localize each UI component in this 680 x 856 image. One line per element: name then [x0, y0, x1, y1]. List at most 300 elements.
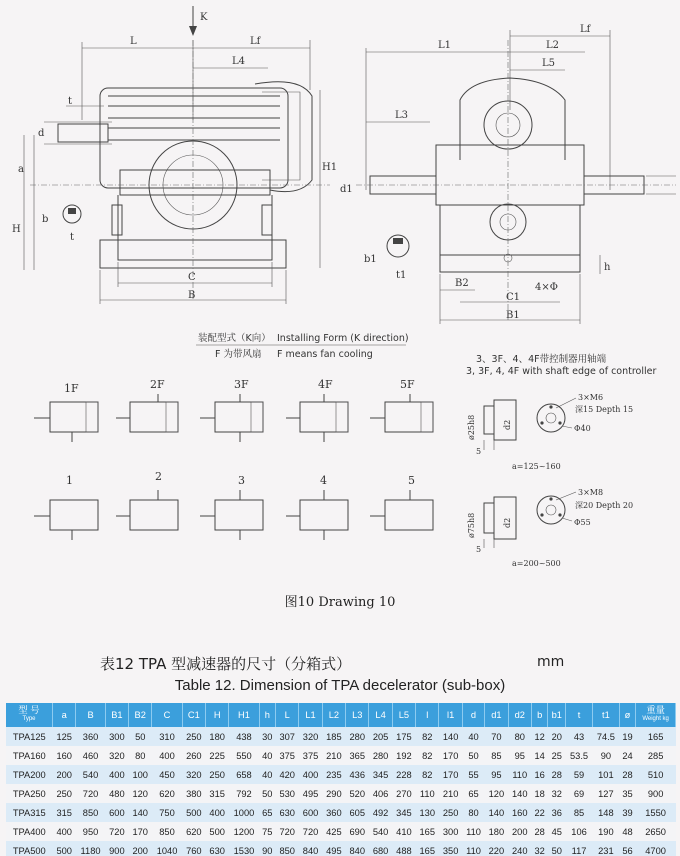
table-cell: 82 [416, 727, 439, 746]
table-cell: 231 [592, 841, 619, 856]
table-cell: 82 [416, 765, 439, 784]
column-header-label: L [284, 709, 290, 720]
form-label-4F: 4F [318, 378, 333, 391]
column-header-label: C [163, 709, 171, 720]
table-cell: 80 [508, 727, 531, 746]
column-header-label: t1 [601, 709, 610, 720]
fan-en: F means fan cooling [277, 349, 373, 360]
column-header [636, 703, 676, 727]
table-cell: 495 [299, 784, 322, 803]
table-cell: 160 [53, 746, 76, 765]
table-cell: 492 [369, 803, 392, 822]
table-cell: 90 [592, 746, 619, 765]
table-cell: 510 [636, 765, 676, 784]
table-cell: 53.5 [566, 746, 593, 765]
shaft-note-en: 3, 3F, 4, 4F with shaft edge of controller [466, 366, 657, 377]
table-cell: 1530 [229, 841, 259, 856]
table-cell: 250 [439, 803, 462, 822]
label-H1: H1 [322, 162, 338, 173]
table-cell: 495 [322, 841, 345, 856]
forms-row-plain-labels [66, 470, 415, 487]
form-1F [34, 402, 98, 442]
table-cell: 140 [129, 803, 152, 822]
form-label-4: 4 [320, 474, 327, 487]
table-cell: 25 [548, 746, 566, 765]
table-cell: 70 [485, 727, 508, 746]
table-cell: 120 [129, 784, 152, 803]
table-cell: 300 [105, 727, 128, 746]
table-body [6, 727, 676, 856]
table-cell: 850 [276, 841, 299, 856]
column-header-label: l1 [447, 709, 455, 720]
form-3F [200, 394, 263, 442]
label-L3: L3 [395, 110, 409, 121]
column-header-sub: Type [22, 716, 36, 722]
table-row [6, 841, 676, 856]
detail2-range: a=200~500 [512, 559, 561, 568]
column-header [548, 703, 566, 727]
table-cell: 32 [531, 841, 547, 856]
label-holes: 4×Φ [535, 282, 558, 293]
table-cell: 75 [259, 822, 275, 841]
table-cell: 110 [508, 765, 531, 784]
table-cell: 250 [182, 727, 205, 746]
table-cell: 28 [619, 765, 635, 784]
table-cell: 24 [619, 746, 635, 765]
table-cell: 488 [392, 841, 415, 856]
table-cell: 200 [508, 822, 531, 841]
column-header-label: 重量 [646, 705, 665, 715]
column-header-label: L4 [375, 709, 386, 720]
table-cell: 165 [416, 822, 439, 841]
table-cell: 850 [152, 822, 182, 841]
column-header [53, 703, 76, 727]
table-cell: 32 [548, 784, 566, 803]
label-B1: B1 [506, 310, 520, 321]
detail2-thread: 3×M8 [578, 488, 604, 497]
column-header [6, 703, 53, 727]
column-header [259, 703, 275, 727]
label-B2: B2 [455, 278, 469, 289]
column-header [129, 703, 152, 727]
table-cell: 400 [105, 765, 128, 784]
column-header [229, 703, 259, 727]
table-cell: 110 [462, 822, 484, 841]
table-cell: 43 [566, 727, 593, 746]
table-cell: 480 [105, 784, 128, 803]
table-cell: 1200 [229, 822, 259, 841]
install-form-header [196, 332, 656, 377]
column-header [76, 703, 105, 727]
table-cell: 110 [462, 841, 484, 856]
table-row [6, 727, 676, 746]
table-cell: 630 [276, 803, 299, 822]
table-cell: 127 [592, 784, 619, 803]
label-b: b [42, 214, 49, 225]
shaft-note-cn: 3、3F、4、4F带控制器用轴端 [476, 354, 607, 365]
table-cell: 40 [259, 765, 275, 784]
table-cell: 28 [531, 822, 547, 841]
table-cell: 1180 [76, 841, 105, 856]
table-cell: TPA250 [6, 784, 53, 803]
form-2 [116, 490, 178, 530]
column-header-label: L3 [352, 709, 363, 720]
table-header [6, 703, 676, 727]
label-L4: L4 [232, 56, 246, 67]
table-cell: 540 [369, 822, 392, 841]
install-en: Installing Form (K direction) [277, 333, 409, 344]
table-cell: TPA400 [6, 822, 53, 841]
side-view-labels [340, 24, 611, 321]
table-unit: mm [537, 654, 565, 670]
detail1-depth: 深15 Depth 15 [575, 405, 634, 414]
table-title-cn: 表12 TPA 型减速器的尺寸（分箱式） [100, 655, 352, 673]
header-row [6, 703, 676, 727]
table-cell: 117 [566, 841, 593, 856]
table-cell: 2650 [636, 822, 676, 841]
detail1-thread: 3×M6 [578, 393, 604, 402]
table-cell: TPA500 [6, 841, 53, 856]
form-label-2F: 2F [150, 378, 165, 391]
table-cell: 350 [439, 841, 462, 856]
column-header-label: L2 [328, 709, 340, 720]
table-cell: 460 [76, 746, 105, 765]
column-header-label: b1 [551, 709, 562, 720]
table-cell: 120 [485, 784, 508, 803]
table-cell: 550 [229, 746, 259, 765]
fan-cn: F 为带风扇 [215, 349, 262, 360]
table-cell: 35 [619, 784, 635, 803]
table-row [6, 784, 676, 803]
column-header-label: h [264, 709, 270, 720]
table-cell: 28 [548, 765, 566, 784]
label-B: B [188, 290, 196, 301]
table-cell: 22 [531, 803, 547, 822]
table-cell: 690 [346, 822, 369, 841]
table-cell: 315 [206, 784, 229, 803]
table-cell: 240 [508, 841, 531, 856]
column-header-label: B1 [111, 709, 123, 720]
column-header-label: t [577, 709, 581, 720]
form-label-5: 5 [408, 474, 415, 487]
table-cell: TPA125 [6, 727, 53, 746]
table-cell: 190 [592, 822, 619, 841]
table-cell: 425 [322, 822, 345, 841]
table-cell: 30 [259, 727, 275, 746]
table-cell: 365 [346, 746, 369, 765]
table-cell: 50 [129, 727, 152, 746]
table-cell: 39 [619, 803, 635, 822]
table-cell: 450 [152, 765, 182, 784]
table-row [6, 803, 676, 822]
table-cell: 56 [619, 841, 635, 856]
form-label-5F: 5F [400, 378, 415, 391]
label-t-small: t [70, 232, 75, 243]
shaft-detail-large [484, 492, 576, 548]
table-cell: 80 [129, 746, 152, 765]
column-header [206, 703, 229, 727]
table-cell: 180 [206, 727, 229, 746]
table-cell: 400 [53, 822, 76, 841]
table-cell: 315 [53, 803, 76, 822]
table-cell: 18 [531, 784, 547, 803]
table-cell: 200 [53, 765, 76, 784]
table-cell: 438 [229, 727, 259, 746]
column-header-label: L5 [398, 709, 410, 720]
column-header-sub: Weight kg [642, 716, 669, 722]
form-4F [286, 394, 348, 442]
table-cell: 375 [299, 746, 322, 765]
detail1-five: 5 [476, 447, 482, 456]
label-t: t [68, 96, 73, 107]
table-cell: 14 [531, 746, 547, 765]
detail2-phi: Φ55 [574, 518, 591, 527]
table-cell: 320 [105, 746, 128, 765]
table-cell: 4700 [636, 841, 676, 856]
table-row [6, 746, 676, 765]
label-C: C [188, 272, 196, 283]
table-cell: 950 [76, 822, 105, 841]
table-cell: 280 [346, 727, 369, 746]
column-header [485, 703, 508, 727]
table-cell: 65 [462, 784, 484, 803]
table-cell: 55 [462, 765, 484, 784]
column-header [369, 703, 392, 727]
table-cell: 74.5 [592, 727, 619, 746]
table-cell: 600 [105, 803, 128, 822]
table-cell: 658 [229, 765, 259, 784]
column-header-label: C1 [187, 709, 200, 720]
table-cell: 1000 [229, 803, 259, 822]
table-cell: 406 [369, 784, 392, 803]
table-cell: 270 [392, 784, 415, 803]
table-cell: 620 [182, 822, 205, 841]
detail1-range: a=125~160 [512, 462, 561, 471]
table-cell: 65 [259, 803, 275, 822]
table-cell: 345 [369, 765, 392, 784]
column-header [346, 703, 369, 727]
table-cell: 95 [508, 746, 531, 765]
table-cell: 170 [129, 822, 152, 841]
table-cell: 285 [636, 746, 676, 765]
table-cell: 436 [346, 765, 369, 784]
table-cell: 290 [322, 784, 345, 803]
label-a: a [18, 164, 24, 175]
table-cell: 540 [76, 765, 105, 784]
form-5 [370, 490, 433, 530]
table-cell: 165 [636, 727, 676, 746]
table-cell: 680 [369, 841, 392, 856]
table-cell: 400 [152, 746, 182, 765]
form-5F [370, 394, 433, 432]
column-header-label: 型 号 [18, 705, 40, 715]
form-2F [116, 394, 178, 432]
form-label-3: 3 [238, 474, 245, 487]
detail2-depth: 深20 Depth 20 [575, 501, 634, 510]
column-header [619, 703, 635, 727]
detail1-d2: d2 [503, 419, 512, 430]
table-cell: TPA160 [6, 746, 53, 765]
table-cell: 320 [299, 727, 322, 746]
column-header-label: d [470, 709, 477, 720]
table-cell: 720 [76, 784, 105, 803]
table-cell: 500 [206, 822, 229, 841]
table-cell: 900 [636, 784, 676, 803]
table-cell: 16 [531, 765, 547, 784]
column-header [152, 703, 182, 727]
forms-row-plain [34, 490, 433, 540]
column-header-label: ø [624, 709, 631, 720]
table-cell: 720 [105, 822, 128, 841]
table-cell: 250 [206, 765, 229, 784]
label-L2: L2 [546, 40, 560, 51]
detail2-d2: d2 [503, 517, 512, 528]
table-cell: 69 [566, 784, 593, 803]
table-cell: 360 [76, 727, 105, 746]
label-t1: t1 [396, 270, 407, 281]
table-title-en: Table 12. Dimension of TPA decelerator (sub-box) [174, 677, 506, 694]
table-cell: 101 [592, 765, 619, 784]
table-cell: 110 [416, 784, 439, 803]
front-view [24, 6, 330, 304]
table-cell: 175 [392, 727, 415, 746]
table-cell: 760 [182, 841, 205, 856]
install-cn: 装配型式（K向） [198, 333, 271, 344]
column-header-label: H1 [238, 709, 250, 720]
column-header [462, 703, 484, 727]
table-cell: 160 [508, 803, 531, 822]
table-cell: 85 [566, 803, 593, 822]
label-K: K [200, 12, 208, 23]
table-cell: 620 [152, 784, 182, 803]
table-cell: 48 [619, 822, 635, 841]
table-cell: 345 [392, 803, 415, 822]
table-cell: 200 [129, 841, 152, 856]
table-cell: 100 [129, 765, 152, 784]
detail1-dia: ø25h8 [467, 414, 476, 440]
column-header [392, 703, 415, 727]
table-cell: 840 [299, 841, 322, 856]
table-cell: 600 [299, 803, 322, 822]
table-cell: 520 [346, 784, 369, 803]
label-b1: b1 [364, 254, 377, 265]
label-h: h [604, 262, 611, 273]
table-cell: 82 [416, 746, 439, 765]
drawing-caption: 图10 Drawing 10 [284, 595, 396, 610]
column-header [105, 703, 128, 727]
table-cell: 36 [548, 803, 566, 822]
table-cell: 360 [322, 803, 345, 822]
column-header [508, 703, 531, 727]
column-header-label: d2 [514, 709, 525, 720]
table-cell: 40 [462, 727, 484, 746]
table-cell: 530 [276, 784, 299, 803]
table-cell: 720 [299, 822, 322, 841]
table-cell: 170 [439, 746, 462, 765]
table-row [6, 765, 676, 784]
table-cell: 205 [369, 727, 392, 746]
table-cell: 228 [392, 765, 415, 784]
detail1-phi: Φ40 [574, 424, 591, 433]
table-cell: 280 [369, 746, 392, 765]
column-header [416, 703, 439, 727]
table-cell: 192 [392, 746, 415, 765]
column-header [439, 703, 462, 727]
label-d1: d1 [340, 184, 353, 195]
table-cell: 310 [152, 727, 182, 746]
table-cell: 850 [76, 803, 105, 822]
table-cell: 50 [259, 784, 275, 803]
column-header-label: L1 [305, 709, 316, 720]
form-label-2: 2 [155, 470, 162, 483]
table-cell: 185 [322, 727, 345, 746]
label-d: d [38, 128, 45, 139]
table-cell: 225 [206, 746, 229, 765]
column-header-label: b [537, 709, 543, 720]
table-cell: 300 [439, 822, 462, 841]
label-C1: C1 [506, 292, 521, 303]
table-cell: 210 [439, 784, 462, 803]
table-cell: 140 [439, 727, 462, 746]
table-cell: 250 [53, 784, 76, 803]
form-1 [34, 500, 98, 540]
label-Lf: Lf [250, 36, 261, 47]
table-cell: 180 [485, 822, 508, 841]
table-cell: 380 [182, 784, 205, 803]
column-header [531, 703, 547, 727]
table-cell: 130 [416, 803, 439, 822]
label-H: H [12, 224, 21, 235]
column-header [299, 703, 322, 727]
column-header [182, 703, 205, 727]
table-cell: 605 [346, 803, 369, 822]
label-L: L [130, 36, 137, 47]
table-cell: 400 [299, 765, 322, 784]
detail2-dia: ø75h8 [467, 512, 476, 538]
column-header-label: B [87, 709, 94, 720]
column-header-label: l [426, 709, 429, 720]
forms-row-fan-labels [64, 378, 415, 395]
table-cell: 170 [439, 765, 462, 784]
table-cell: 260 [182, 746, 205, 765]
table-cell: 45 [548, 822, 566, 841]
table-cell: 85 [485, 746, 508, 765]
table-cell: 792 [229, 784, 259, 803]
table-cell: 80 [462, 803, 484, 822]
table-cell: 1040 [152, 841, 182, 856]
table-cell: 12 [531, 727, 547, 746]
form-4 [286, 490, 348, 540]
table-cell: 1550 [636, 803, 676, 822]
table-cell: 500 [182, 803, 205, 822]
column-header-label: H [213, 709, 221, 720]
table-cell: 750 [152, 803, 182, 822]
dimension-table [6, 703, 676, 856]
table-cell: 19 [619, 727, 635, 746]
table-cell: TPA315 [6, 803, 53, 822]
label-L1: L1 [438, 40, 452, 51]
table-cell: 50 [462, 746, 484, 765]
table-cell: 420 [276, 765, 299, 784]
table-cell: 375 [276, 746, 299, 765]
column-header-label: B2 [134, 709, 146, 720]
table-row [6, 822, 676, 841]
form-label-1F: 1F [64, 382, 79, 395]
forms-row-fan [34, 394, 433, 442]
table-cell: 630 [206, 841, 229, 856]
table-cell: 720 [276, 822, 299, 841]
table-cell: 40 [259, 746, 275, 765]
